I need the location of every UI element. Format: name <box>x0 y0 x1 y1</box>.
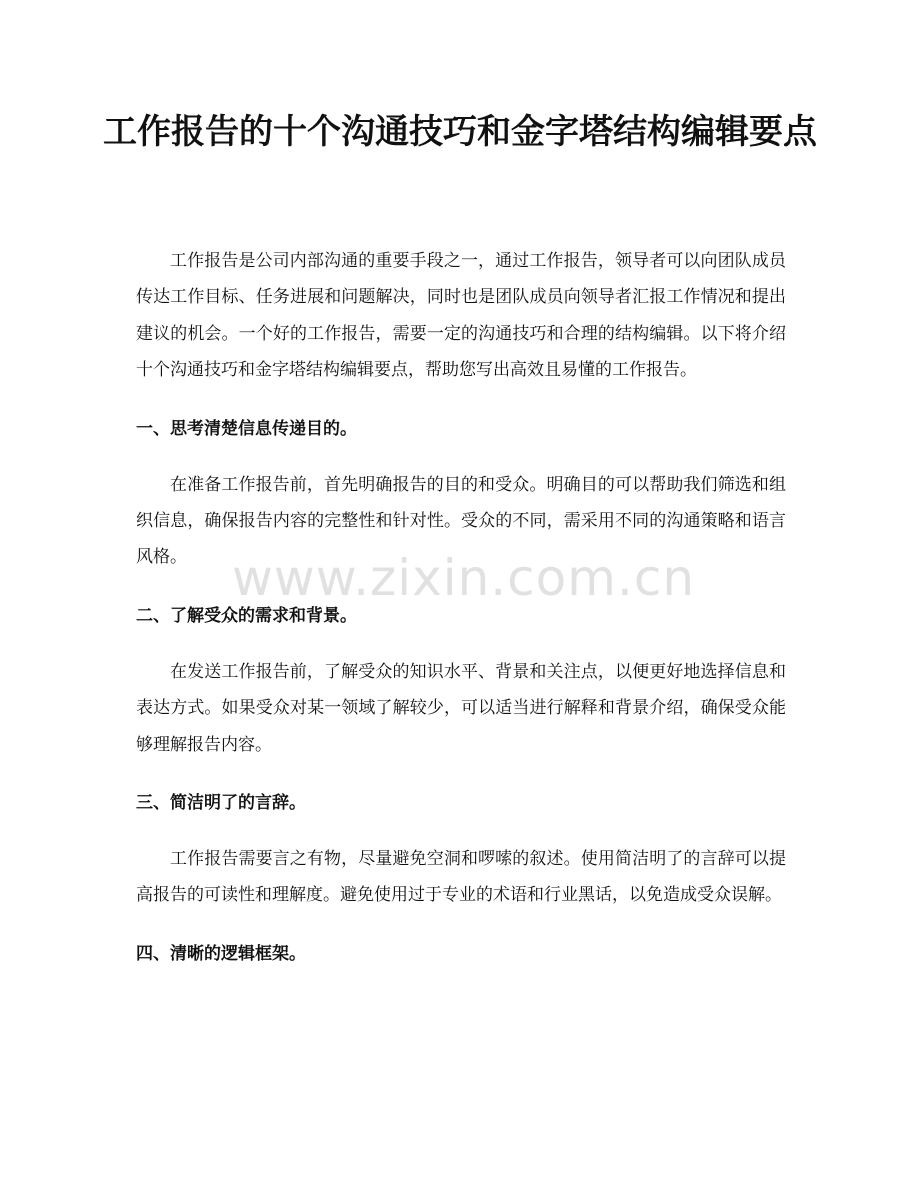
section-heading-1: 一、思考清楚信息传递目的。 <box>136 418 357 439</box>
section-body-3: 工作报告需要言之有物，尽量避免空洞和啰嗦的叙述。使用简洁明了的言辞可以提高报告的可读性和理解度。避免使用过于专业的术语和行业黑话，以免造成受众误解。 <box>136 849 786 906</box>
section-body-2: 在发送工作报告前，了解受众的知识水平、背景和关注点，以便更好地选择信息和表达方式。如果受众对某一领域了解较少，可以适当进行解释和背景介绍，确保受众能够理解报告内容。 <box>136 661 786 755</box>
section-heading-4: 四、清晰的逻辑框架。 <box>136 943 306 964</box>
section-heading-2: 二、了解受众的需求和背景。 <box>136 605 357 626</box>
section-heading-3: 三、简洁明了的言辞。 <box>136 793 306 814</box>
section-body-1: 在准备工作报告前，首先明确报告的目的和受众。明确目的可以帮助我们筛选和组织信息，确保报告内容的完整性和针对性。受众的不同，需采用不同的沟通策略和语言风格。 <box>136 474 786 568</box>
document-title: 工作报告的十个沟通技巧和金字塔结构编辑要点 <box>103 112 817 152</box>
intro-paragraph: 工作报告是公司内部沟通的重要手段之一，通过工作报告，领导者可以向团队成员传达工作目标、任务进展和问题解决，同时也是团队成员向领导者汇报工作情况和提出建议的机会。一个好的工作报告，需要一定的沟通技巧和合理的结构编辑。以下将介绍十个沟通技巧和金字塔结构编辑要点，帮助您写出高效且易懂的工作报告。 <box>136 251 786 381</box>
document-body <box>136 243 786 972</box>
watermark: www.zixin.com.cn <box>232 549 696 607</box>
